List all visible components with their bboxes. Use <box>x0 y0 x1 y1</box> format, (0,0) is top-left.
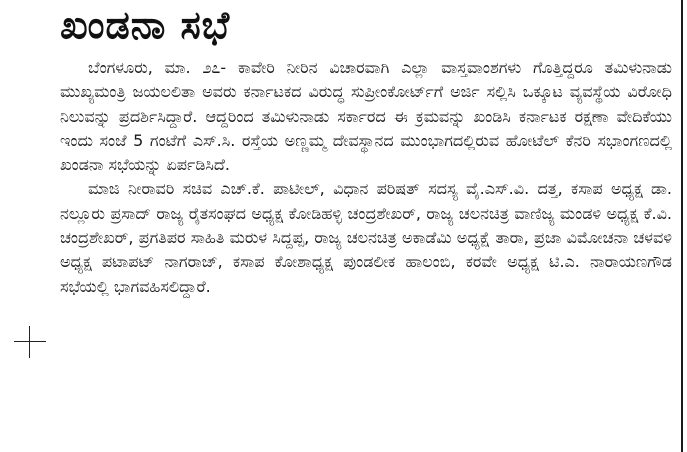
article-paragraph-2: ಮಾಜಿ ನೀರಾವರಿ ಸಚಿವ ಎಚ್.ಕೆ. ಪಾಟೀಲ್, ವಿಧಾನ ಪರಿಷತ್ ಸದಸ್ಯ ವೈ.ಎಸ್.ವಿ. ದತ್ತ, ಕಸಾಪ ಅಧ್ಯಕ್ಷ ಡಾ. ನಲ್ಲೂರು ಪ್ರಸಾದ್ ರಾಜ್ಯ ರೈತಸಂಘದ ಅಧ್ಯಕ್ಷ ಕೋಡಿಹಳ್ಳಿ ಚಂದ್ರಶೇಖರ್, ರಾಜ್ಯ ಚಲನಚಿತ್ರ ವಾಣಿಜ್ಯ ಮಂಡಳಿ ಅಧ್ಯಕ್ಷ ಕೆ.ವಿ. ಚಂದ್ರಶೇಖರ್, ಪ್ರಗತಿಪರ ಸಾಹಿತಿ ಮರುಳ ಸಿದ್ದಪ್ಪ, ರಾಜ್ಯ ಚಲನಚಿತ್ರ ಅಕಾಡೆಮಿ ಅಧ್ಯಕ್ಷೆ ತಾರಾ, ಪ್ರಜಾ ವಿಮೋಚನಾ ಚಳವಳಿ ಅಧ್ಯಕ್ಷ ಪಟಾಪಟ್ ನಾಗರಾಜ್, ಕಸಾಪ ಕೋಶಾಧ್ಯಕ್ಷ ಪುಂಡಲೀಕ ಹಾಲಂಬಿ, ಕರವೇ ಅಧ್ಯಕ್ಷ ಟಿ.ಎ. ನಾರಾಯಣಗೌಡ ಸಭೆಯಲ್ಲಿ ಭಾಗವಹಿಸಲಿದ್ದಾರೆ. <box>60 179 672 296</box>
headline: ಖಂಡನಾ ಸಭೆ <box>60 3 231 47</box>
registration-mark-icon <box>14 326 46 358</box>
article-body <box>60 56 672 299</box>
column-rule <box>681 0 683 452</box>
article-paragraph-1: ಬೆಂಗಳೂರು, ಮಾ. ೨೭- ಕಾವೇರಿ ನೀರಿನ ವಿಚಾರವಾಗಿ ಎಲ್ಲಾ ವಾಸ್ತವಾಂಶಗಳು ಗೊತ್ತಿದ್ದರೂ ತಮಿಳುನಾಡು ಮುಖ್ಯಮಂತ್ರಿ ಜಯಲಲಿತಾ ಅವರು ಕರ್ನಾಟಕದ ವಿರುದ್ಧ ಸುಪ್ರೀಂಕೋರ್ಟ್‌ಗೆ ಅರ್ಜಿ ಸಲ್ಲಿಸಿ ಒಕ್ಕೂಟ ವ್ಯವಸ್ಥೆಯ ವಿರೋಧಿ ನಿಲುವನ್ನು ಪ್ರದರ್ಶಿಸಿದ್ದಾರೆ. ಆದ್ದರಿಂದ ತಮಿಳುನಾಡು ಸರ್ಕಾರದ ಈ ಕ್ರಮವನ್ನು ಖಂಡಿಸಿ ಕರ್ನಾಟಕ ರಕ್ಷಣಾ ವೇದಿಕೆಯು ಇಂದು ಸಂಜೆ 5 ಗಂಟೆಗೆ ಎಸ್.ಸಿ. ರಸ್ತೆಯ ಅಣ್ಣಮ್ಮ ದೇವಸ್ಥಾನದ ಮುಂಭಾಗದಲ್ಲಿರುವ ಹೋಟೆಲ್ ಕೆನರಿ ಸಭಾಂಗಣದಲ್ಲಿ ಖಂಡನಾ ಸಭೆಯನ್ನು ಏರ್ಪಡಿಸಿದೆ. <box>60 58 672 175</box>
